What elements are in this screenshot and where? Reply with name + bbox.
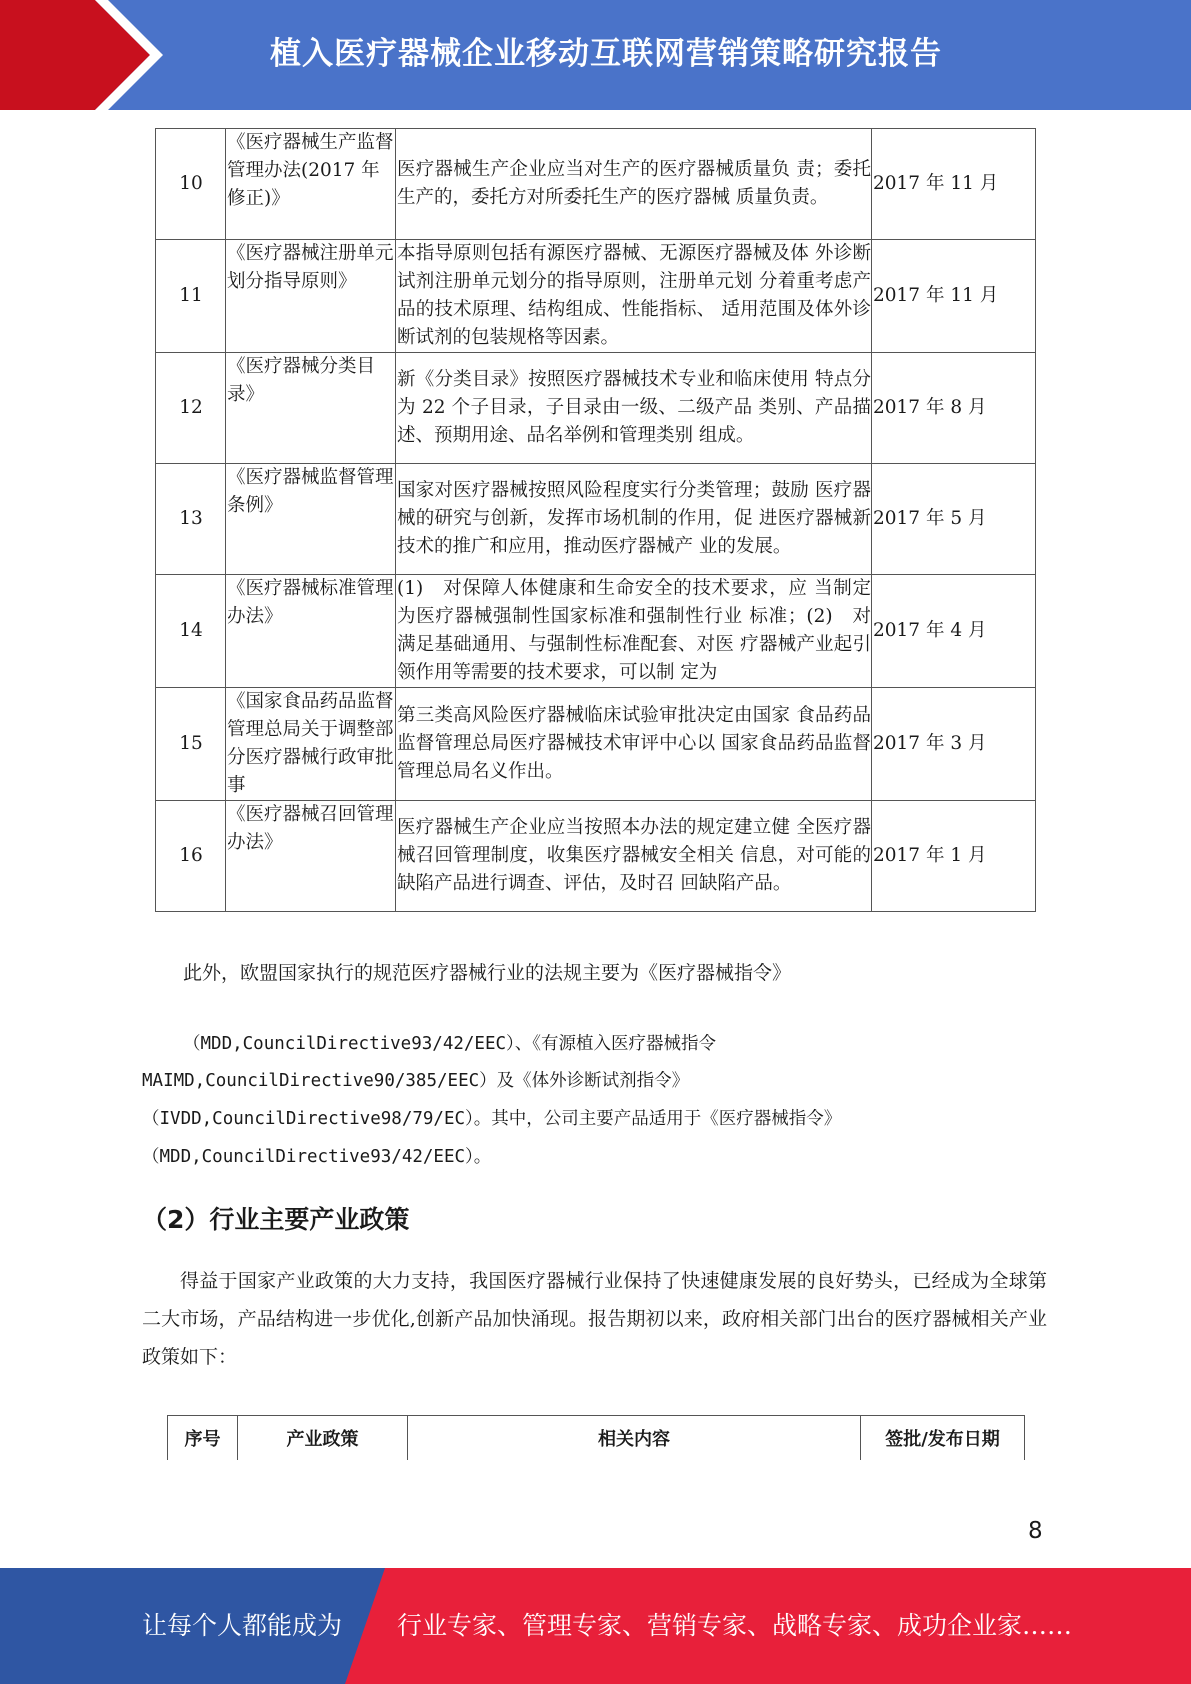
policy-table [167, 1415, 1025, 1460]
regulation-name: 《医疗器械监督管理条例》 [226, 464, 396, 575]
table-row [156, 575, 1036, 688]
law-table [155, 128, 1036, 912]
page-header [0, 0, 1191, 110]
eu-paragraph-line: MAIMD,CouncilDirective90/385/EEC）及《体外诊断试剂指令》 [142, 1071, 690, 1091]
row-number: 15 [156, 688, 226, 801]
column-header: 相关内容 [408, 1416, 861, 1461]
regulation-name: 《国家食品药品监督管理总局关于调整部分医疗器械行政审批事 [226, 688, 396, 801]
regulation-date: 2017 年 8 月 [872, 353, 1036, 464]
regulation-name: 《医疗器械分类目录》 [226, 353, 396, 464]
regulation-date: 2017 年 3 月 [872, 688, 1036, 801]
table-row [156, 801, 1036, 912]
column-header: 序号 [168, 1416, 238, 1461]
regulation-content: 第三类高风险医疗器械临床试验审批决定由国家 食品药品监督管理总局医疗器械技术审评中心以 国家食品药品监督管理总局名义作出。 [396, 688, 872, 801]
table-row [156, 688, 1036, 801]
eu-paragraph-line: （MDD,CouncilDirective93/42/EEC）、《有源植入医疗器械指令 [183, 1034, 717, 1054]
regulation-date: 2017 年 11 月 [872, 129, 1036, 240]
table-row [156, 240, 1036, 353]
eu-paragraph-line: （IVDD,CouncilDirective98/79/EC）。其中，公司主要产品适用于《医疗器械指令》 [142, 1109, 842, 1129]
regulation-name: 《医疗器械标准管理办法》 [226, 575, 396, 688]
row-number: 10 [156, 129, 226, 240]
regulation-name: 《医疗器械注册单元划分指导原则》 [226, 240, 396, 353]
table-row [156, 129, 1036, 240]
policy-paragraph: 得益于国家产业政策的大力支持，我国医疗器械行业保持了快速健康发展的良好势头，已经成为全球第二大市场，产品结构进一步优化,创新产品加快涌现。报告期初以来，政府相关部门出台的医疗器械相关产业政策如下： [142, 1270, 1047, 1368]
regulation-name: 《医疗器械召回管理办法》 [226, 801, 396, 912]
page-footer [0, 1568, 1191, 1684]
regulation-name: 《医疗器械生产监督管理办法(2017 年修正)》 [226, 129, 396, 240]
regulation-date: 2017 年 4 月 [872, 575, 1036, 688]
table-row [156, 353, 1036, 464]
regulation-date: 2017 年 11 月 [872, 240, 1036, 353]
regulation-date: 2017 年 1 月 [872, 801, 1036, 912]
footer-slogan-left: 让每个人都能成为 [142, 1611, 343, 1640]
regulation-content: (1) 对保障人体健康和生命安全的技术要求，应 当制定为医疗器械强制性国家标准和强制性行业 标准；(2) 对满足基础通用、与强制性标准配套、对医 疗器械产业起引领作用等需要的技术要求，可以制 定为 [396, 575, 872, 688]
row-number: 14 [156, 575, 226, 688]
regulation-content: 医疗器械生产企业应当对生产的医疗器械质量负 责；委托生产的，委托方对所委托生产的医疗器械 质量负责。 [396, 129, 872, 240]
report-title: 植入医疗器械企业移动互联网营销策略研究报告 [270, 36, 942, 72]
regulation-content: 医疗器械生产企业应当按照本办法的规定建立健 全医疗器械召回管理制度，收集医疗器械安全相关 信息，对可能的缺陷产品进行调查、评估，及时召 回缺陷产品。 [396, 801, 872, 912]
row-number: 13 [156, 464, 226, 575]
section-heading: （2）行业主要产业政策 [142, 1205, 410, 1234]
eu-paragraph-line: 此外，欧盟国家执行的规范医疗器械行业的法规主要为《医疗器械指令》 [183, 962, 792, 984]
table-row [156, 464, 1036, 575]
row-number: 12 [156, 353, 226, 464]
footer-slogan-right: 行业专家、管理专家、营销专家、战略专家、成功企业家…… [397, 1611, 1073, 1640]
regulation-content: 本指导原则包括有源医疗器械、无源医疗器械及体 外诊断试剂注册单元划分的指导原则，注册单元划 分着重考虑产品的技术原理、结构组成、性能指标、 适用范围及体外诊断试剂的包装规格等因素。 [396, 240, 872, 353]
regulation-content: 国家对医疗器械按照风险程度实行分类管理；鼓励 医疗器械的研究与创新，发挥市场机制的作用，促 进医疗器械新技术的推广和应用，推动医疗器械产 业的发展。 [396, 464, 872, 575]
regulation-content: 新《分类目录》按照医疗器械技术专业和临床使用 特点分为 22 个子目录，子目录由一级、二级产品 类别、产品描述、预期用途、品名举例和管理类别 组成。 [396, 353, 872, 464]
column-header: 签批/发布日期 [861, 1416, 1025, 1461]
column-header: 产业政策 [238, 1416, 408, 1461]
eu-paragraph-line: （MDD,CouncilDirective93/42/EEC）。 [142, 1147, 492, 1167]
table-header-row [168, 1416, 1025, 1461]
page-number: 8 [1028, 1518, 1043, 1544]
regulation-date: 2017 年 5 月 [872, 464, 1036, 575]
row-number: 11 [156, 240, 226, 353]
row-number: 16 [156, 801, 226, 912]
